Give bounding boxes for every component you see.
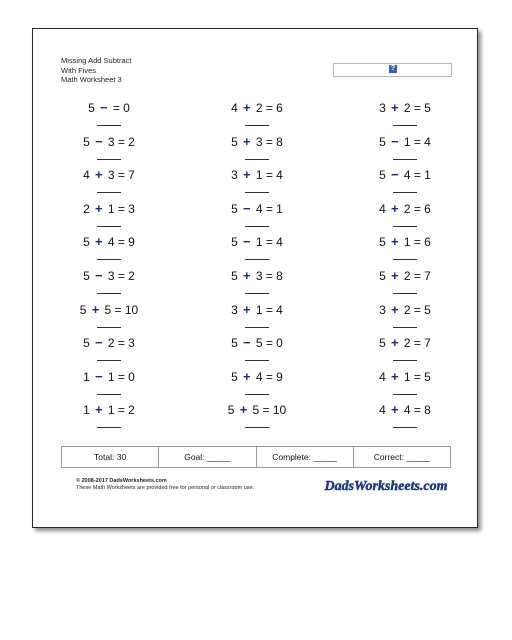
minus-operator: − (95, 133, 103, 149)
problem-equation (83, 336, 135, 350)
header-subtitle: With Fives (61, 65, 97, 75)
answer-blank[interactable] (97, 360, 121, 361)
problem-equation (228, 403, 286, 417)
first-number: 3 (231, 302, 238, 317)
answer-blank[interactable] (393, 259, 417, 260)
problem-item (329, 202, 477, 236)
first-number: 4 (379, 201, 386, 216)
answer-blank[interactable] (245, 125, 269, 126)
problem-equation (379, 303, 431, 317)
answer-blank[interactable] (97, 427, 121, 428)
problem-item (181, 202, 329, 236)
minus-operator: − (391, 167, 399, 183)
first-number: 4 (83, 168, 90, 183)
first-number: 3 (231, 168, 238, 183)
second-number-and-result: 5 = 10 (252, 403, 287, 418)
second-number-and-result: = 0 (112, 101, 130, 115)
second-number-and-result: 2 = 7 (403, 336, 431, 351)
second-number-and-result: 4 = 9 (107, 235, 135, 250)
second-number-and-result: 2 = 7 (403, 268, 431, 283)
problem-equation (83, 269, 135, 283)
problem-item (33, 202, 181, 236)
second-number-and-result: 1 = 4 (255, 302, 283, 317)
problem-item (329, 336, 477, 370)
second-number-and-result: 3 = 8 (255, 268, 283, 283)
plus-operator: + (95, 200, 103, 216)
plus-operator: + (391, 267, 399, 283)
answer-blank[interactable] (393, 226, 417, 227)
problem-equation (379, 135, 431, 149)
second-number-and-result: 3 = 7 (107, 168, 135, 183)
total-cell: Total: 30 (62, 447, 159, 467)
first-number: 5 (379, 268, 386, 283)
plus-operator: + (391, 234, 399, 250)
first-number: 3 (379, 302, 386, 317)
plus-operator: + (91, 301, 100, 317)
logo-text: DadsWorksheets.com (324, 479, 448, 494)
worksheet-page (32, 28, 478, 528)
second-number-and-result: 4 = 8 (403, 403, 431, 418)
problem-equation (83, 403, 135, 417)
problem-equation (231, 235, 283, 249)
problem-equation (231, 269, 283, 283)
answer-blank[interactable] (245, 192, 269, 193)
problem-item (181, 336, 329, 370)
problem-item (329, 101, 477, 135)
second-number-and-result: 1 = 4 (255, 235, 283, 250)
problem-equation (231, 202, 283, 216)
first-number: 2 (83, 201, 90, 216)
plus-operator: + (243, 133, 251, 149)
first-number: 5 (231, 369, 238, 384)
minus-operator: − (95, 368, 103, 384)
plus-operator: + (95, 402, 103, 418)
plus-operator: + (391, 200, 399, 216)
problem-equation (379, 336, 431, 350)
problem-equation (231, 168, 283, 182)
goal-cell: Goal: _____ (159, 447, 256, 467)
plus-operator: + (243, 100, 251, 115)
problem-item (329, 235, 477, 269)
second-number-and-result: 2 = 5 (403, 302, 431, 317)
problem-item (329, 370, 477, 404)
answer-blank[interactable] (393, 192, 417, 193)
problem-equation (231, 101, 283, 115)
answer-blank[interactable] (97, 192, 121, 193)
name-box[interactable] (333, 63, 452, 77)
problem-item (181, 101, 329, 135)
first-number: 5 (231, 268, 238, 283)
second-number-and-result: 3 = 2 (107, 268, 135, 283)
problem-equation (379, 168, 431, 182)
plus-operator: + (239, 402, 248, 418)
minus-operator: − (243, 234, 251, 250)
first-number: 4 (379, 403, 386, 418)
minus-operator: − (100, 100, 108, 115)
second-number-and-result: 1 = 2 (107, 403, 135, 418)
first-number: 4 (379, 369, 386, 384)
correct-cell: Correct: _____ (373, 452, 430, 462)
second-number-and-result: 3 = 8 (255, 134, 283, 149)
problem-item (181, 269, 329, 303)
second-number-and-result: 1 = 6 (403, 235, 431, 250)
answer-blank[interactable] (393, 293, 417, 294)
plus-operator: + (95, 234, 103, 250)
answer-blank[interactable] (97, 226, 121, 227)
problem-item (329, 269, 477, 303)
first-number: 3 (379, 101, 386, 115)
first-number: 1 (83, 403, 90, 418)
answer-blank[interactable] (245, 293, 269, 294)
first-number: 5 (83, 336, 90, 351)
second-number-and-result: 1 = 4 (403, 134, 431, 149)
question-icon[interactable]: ? (390, 65, 396, 72)
second-number-and-result: 5 = 10 (104, 302, 139, 317)
second-number-and-result: 2 = 6 (255, 101, 283, 115)
second-number-and-result: 4 = 9 (255, 369, 283, 384)
plus-operator: + (391, 335, 399, 351)
problem-item (33, 370, 181, 404)
first-number: 5 (227, 403, 235, 418)
problem-item (33, 135, 181, 169)
answer-blank[interactable] (245, 259, 269, 260)
first-number: 5 (379, 168, 386, 183)
answer-blank[interactable] (97, 394, 121, 395)
problem-equation (231, 370, 283, 384)
second-number-and-result: 5 = 0 (255, 336, 283, 351)
first-number: 5 (231, 235, 238, 250)
plus-operator: + (243, 301, 251, 317)
second-number-and-result: 2 = 5 (403, 101, 431, 115)
first-number: 5 (231, 201, 238, 216)
problem-equation (83, 202, 135, 216)
problem-item (33, 403, 181, 437)
problem-equation (379, 235, 431, 249)
minus-operator: − (391, 133, 399, 149)
problem-item (181, 135, 329, 169)
first-number: 1 (83, 369, 90, 384)
plus-operator: + (391, 301, 399, 317)
problem-grid (33, 101, 477, 437)
score-table (61, 446, 451, 468)
problem-equation (83, 235, 135, 249)
first-number: 5 (231, 336, 238, 351)
header-worksheet-number: Math Worksheet 3 (61, 75, 122, 84)
problem-item (181, 168, 329, 202)
first-number: 5 (83, 134, 90, 149)
problem-equation (88, 101, 130, 115)
problem-equation (83, 168, 135, 182)
answer-blank[interactable] (393, 360, 417, 361)
answer-blank[interactable] (245, 226, 269, 227)
first-number: 5 (79, 302, 87, 317)
copyright-notice (76, 478, 254, 492)
second-number-and-result: 4 = 1 (255, 201, 283, 216)
first-number: 5 (379, 134, 386, 149)
plus-operator: + (243, 267, 251, 283)
problem-equation (379, 269, 431, 283)
minus-operator: − (243, 200, 251, 216)
minus-operator: − (95, 267, 103, 283)
first-number: 5 (83, 268, 90, 283)
first-number: 4 (231, 101, 238, 115)
problem-equation (379, 370, 431, 384)
problem-item (33, 235, 181, 269)
answer-blank[interactable] (245, 427, 269, 428)
answer-blank[interactable] (393, 159, 417, 160)
first-number: 5 (88, 101, 95, 115)
copyright-line: © 2008-2017 DadsWorksheets.com (76, 478, 167, 484)
second-number-and-result: 1 = 5 (403, 369, 431, 384)
first-number: 5 (379, 336, 386, 351)
answer-blank[interactable] (393, 125, 417, 126)
problem-item (33, 303, 181, 337)
usage-line: These Math Worksheets are provided free for personal or classroom use. (76, 485, 255, 491)
answer-blank[interactable] (97, 259, 121, 260)
problem-equation (83, 135, 135, 149)
problem-equation (231, 336, 283, 350)
answer-blank[interactable] (245, 159, 269, 160)
problem-equation (231, 135, 283, 149)
problem-equation (83, 370, 135, 384)
problem-equation (379, 202, 431, 216)
answer-blank[interactable] (97, 327, 121, 328)
problem-item (181, 403, 329, 437)
complete-cell: Complete: _____ (257, 447, 354, 467)
problem-equation (80, 303, 138, 317)
problem-item (33, 336, 181, 370)
problem-item (329, 168, 477, 202)
answer-blank[interactable] (245, 394, 269, 395)
plus-operator: + (391, 402, 399, 418)
first-number: 5 (379, 235, 386, 250)
plus-operator: + (391, 100, 399, 115)
answer-blank[interactable] (97, 159, 121, 160)
problem-item (33, 168, 181, 202)
second-number-and-result: 1 = 3 (107, 201, 135, 216)
dadsworksheets-logo (321, 475, 451, 495)
first-number: 5 (83, 235, 90, 250)
problem-item (329, 403, 477, 437)
plus-operator: + (391, 368, 399, 384)
plus-operator: + (243, 368, 251, 384)
answer-blank[interactable] (245, 327, 269, 328)
minus-operator: − (95, 335, 103, 351)
problem-item (329, 135, 477, 169)
problem-item (181, 370, 329, 404)
problem-equation (379, 403, 431, 417)
plus-operator: + (95, 167, 103, 183)
worksheet-header (61, 56, 131, 85)
first-number: 5 (231, 134, 238, 149)
problem-item (181, 235, 329, 269)
problem-item (33, 269, 181, 303)
answer-blank[interactable] (245, 360, 269, 361)
second-number-and-result: 1 = 4 (255, 168, 283, 183)
second-number-and-result: 2 = 3 (107, 336, 135, 351)
plus-operator: + (243, 167, 251, 183)
header-title: Missing Add Subtract (61, 56, 132, 65)
answer-blank[interactable] (97, 293, 121, 294)
problem-equation (379, 101, 431, 115)
second-number-and-result: 3 = 2 (107, 134, 135, 149)
answer-blank[interactable] (393, 327, 417, 328)
answer-blank[interactable] (393, 427, 417, 428)
second-number-and-result: 2 = 6 (403, 201, 431, 216)
problem-item (181, 303, 329, 337)
minus-operator: − (243, 335, 251, 351)
answer-blank[interactable] (393, 394, 417, 395)
second-number-and-result: 1 = 0 (107, 369, 135, 384)
problem-equation (231, 303, 283, 317)
answer-blank[interactable] (97, 125, 121, 126)
second-number-and-result: 4 = 1 (403, 168, 431, 183)
problem-item (33, 101, 181, 135)
problem-item (329, 303, 477, 337)
